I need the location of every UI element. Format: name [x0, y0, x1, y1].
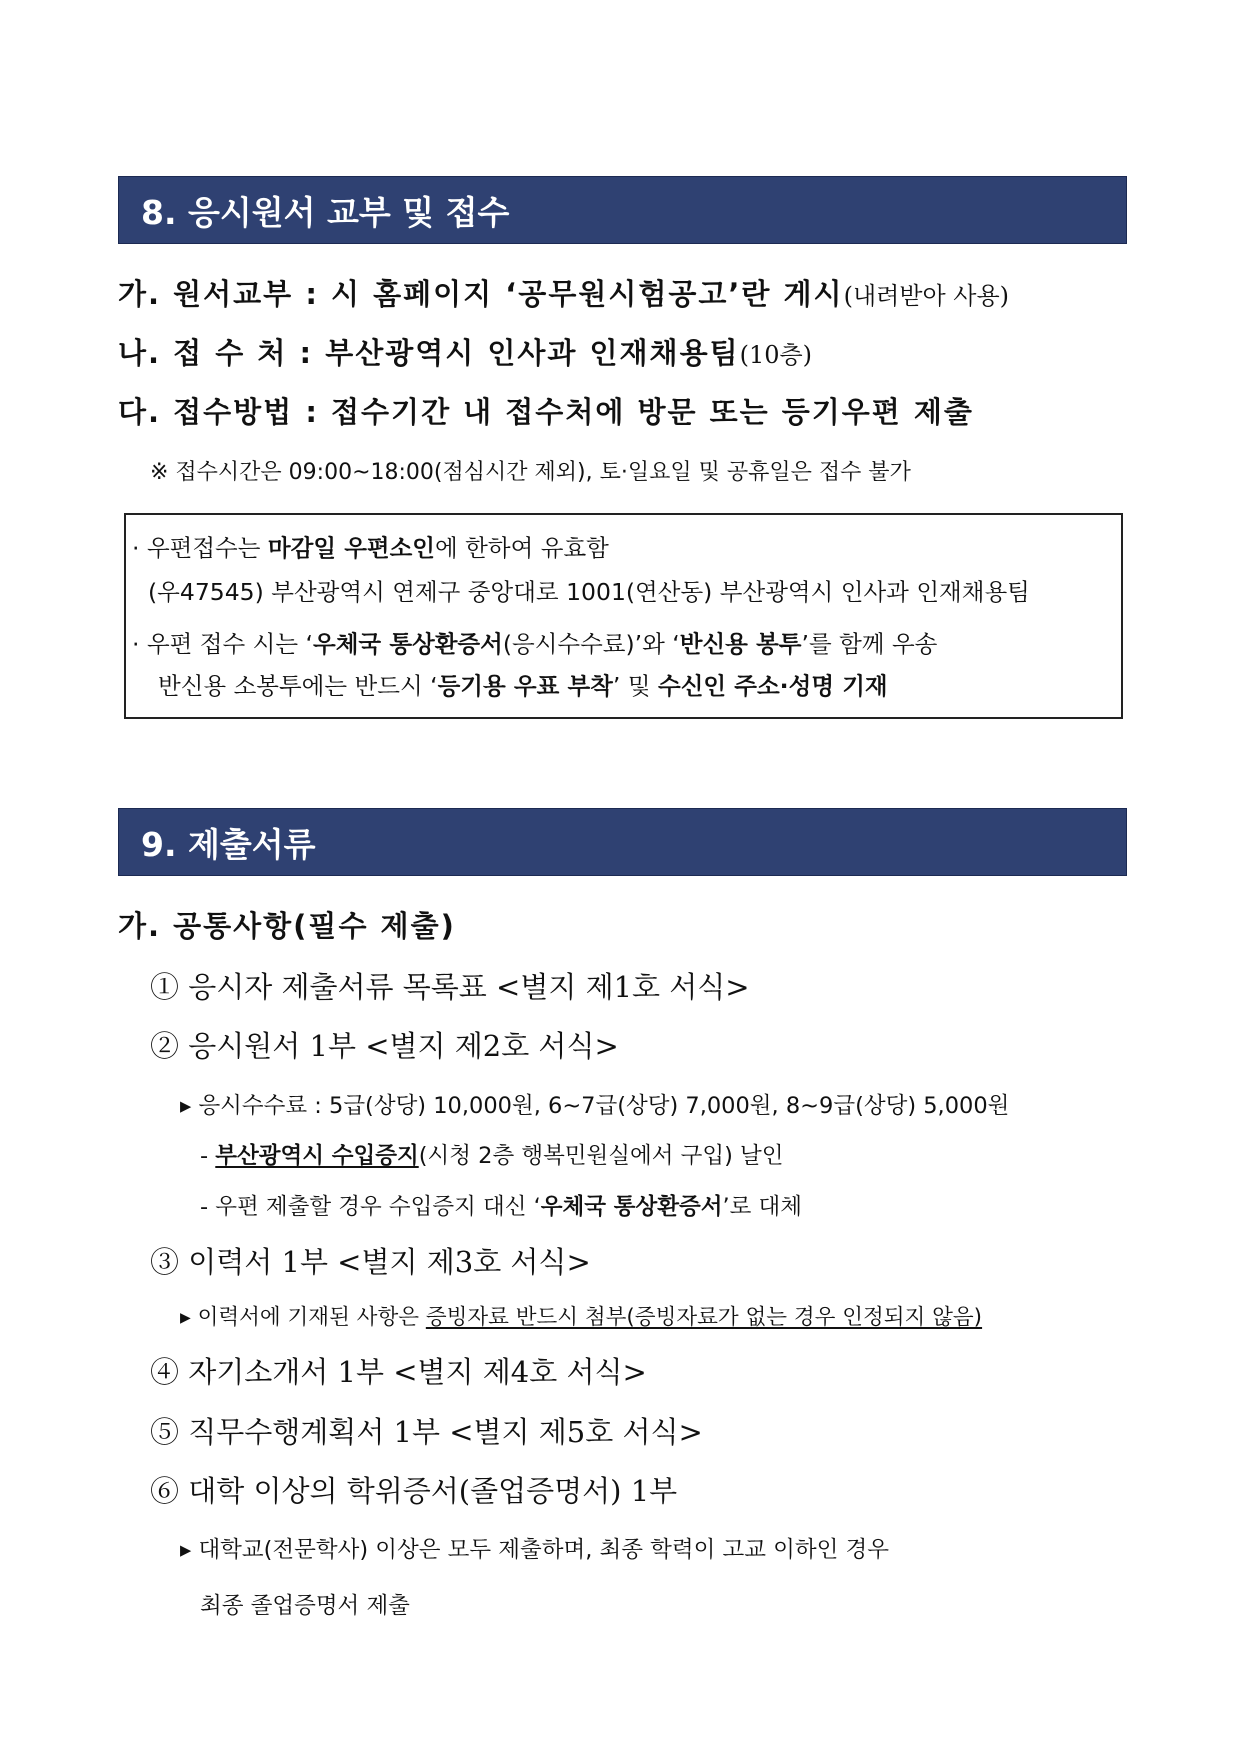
- doc-text: 응시원서 1부 <별지 제2호 서식>: [188, 1029, 619, 1063]
- doc-number: ⑤: [150, 1415, 180, 1449]
- item-prefix: 다.: [118, 395, 162, 429]
- postal-notice-box: [124, 513, 1123, 719]
- item-prefix: 가.: [118, 277, 162, 311]
- postal-substitute-line: [200, 1189, 802, 1221]
- notice-text: · 우편접수는: [132, 534, 268, 562]
- notice-text: ’ 및: [612, 672, 658, 700]
- item-text: 접수기간 내 접수처에 방문 또는 등기우편 제출: [331, 395, 974, 429]
- doc-item-4: [150, 1350, 647, 1391]
- item-note: (내려받아 사용): [843, 282, 1010, 310]
- section-8-title: 8. 응시원서 교부 및 접수: [141, 192, 510, 232]
- item-da-method: [118, 390, 974, 431]
- notice-line-1: [132, 529, 609, 563]
- resume-emphasis: 증빙자료 반드시 첨부(증빙자료가 없는 경우 인정되지 않음): [425, 1305, 983, 1330]
- doc-number: ④: [150, 1355, 180, 1389]
- notice-text: (응시수수료)’와 ‘: [502, 630, 680, 658]
- notice-emphasis: 마감일 우편소인: [267, 534, 436, 562]
- item-separator: :: [305, 395, 319, 429]
- doc-item-3: [150, 1240, 591, 1281]
- postal-text: ’로 대체: [722, 1194, 802, 1220]
- notice-line-4: [158, 667, 888, 701]
- item-label: 접 수 처: [173, 336, 288, 370]
- notice-text: 반신용 소봉투에는 반드시 ‘: [158, 672, 438, 700]
- doc-number: ②: [150, 1029, 180, 1063]
- item-na-office: [118, 331, 812, 372]
- notice-line-3: [132, 625, 937, 659]
- postal-emphasis: 우체국 통상환증서: [540, 1194, 723, 1220]
- item-text: 시 홈페이지 ‘공무원시험공고’란 게시: [331, 277, 844, 311]
- resume-note-line: [180, 1300, 982, 1331]
- notice-emphasis: 반신용 봉투: [679, 630, 802, 658]
- resume-text: ▸ 이력서에 기재된 사항은: [180, 1305, 426, 1330]
- doc-text: 이력서 1부 <별지 제3호 서식>: [188, 1245, 591, 1279]
- doc-text: 직무수행계획서 1부 <별지 제5호 서식>: [188, 1415, 703, 1449]
- notice-emphasis: 수신인 주소·성명 기재: [658, 672, 888, 700]
- item-text: 부산광역시 인사과 인재채용팀: [325, 336, 740, 370]
- doc-number: ⑥: [150, 1474, 180, 1508]
- dash-marker: -: [200, 1143, 209, 1169]
- item-separator: :: [299, 336, 314, 370]
- item-separator: :: [305, 277, 319, 311]
- postal-text: 우편 제출할 경우 수입증지 대신 ‘: [215, 1194, 541, 1220]
- degree-note-line-2: 최종 졸업증명서 제출: [200, 1593, 410, 1619]
- stamp-text: (시청 2층 행복민원실에서 구입) 날인: [418, 1143, 784, 1169]
- section-9-header: [118, 808, 1127, 876]
- doc-number: ①: [150, 970, 180, 1004]
- doc-number: ③: [150, 1245, 180, 1279]
- fee-line: ▸ 응시수수료 : 5급(상당) 10,000원, 6~7급(상당) 7,000원, 8~9급(상당) 5,000원: [180, 1093, 1010, 1119]
- doc-item-5: [150, 1410, 703, 1451]
- doc-text: 응시자 제출서류 목록표 <별지 제1호 서식>: [188, 970, 750, 1004]
- notice-text: ’를 함께 우송: [801, 630, 938, 658]
- doc-item-2: [150, 1024, 619, 1065]
- item-prefix: 나.: [118, 336, 162, 370]
- item-label: 원서교부: [173, 277, 294, 311]
- notice-emphasis: 우체국 통상환증서: [313, 630, 503, 658]
- stamp-line: [200, 1138, 784, 1170]
- notice-line-2: (우47545) 부산광역시 연제구 중앙대로 1001(연산동) 부산광역시 인사과 인재채용팀: [148, 578, 1030, 606]
- doc-text: 대학 이상의 학위증서(졸업증명서) 1부: [188, 1474, 678, 1508]
- degree-note-line-1: ▸ 대학교(전문학사) 이상은 모두 제출하며, 최종 학력이 고교 이하인 경우: [180, 1537, 889, 1563]
- item-label: 접수방법: [173, 395, 294, 429]
- notice-text: 에 한하여 유효함: [435, 534, 609, 562]
- common-items-heading: 가. 공통사항(필수 제출): [118, 909, 456, 943]
- reception-time-note: ※ 접수시간은 09:00~18:00(점심시간 제외), 토·일요일 및 공휴일은 접수 불가: [150, 460, 911, 485]
- section-8-header: [118, 176, 1127, 244]
- doc-item-1: [150, 965, 750, 1006]
- notice-emphasis: 등기용 우표 부착: [437, 672, 613, 700]
- item-note: (10층): [739, 341, 813, 369]
- stamp-emphasis: 부산광역시 수입증지: [215, 1143, 419, 1169]
- doc-text: 자기소개서 1부 <별지 제4호 서식>: [188, 1355, 647, 1389]
- notice-text: · 우편 접수 시는 ‘: [132, 630, 314, 658]
- doc-item-6: [150, 1469, 677, 1510]
- section-9-title: 9. 제출서류: [141, 824, 316, 864]
- dash-marker: -: [200, 1194, 209, 1220]
- item-ga-application: [118, 272, 1009, 313]
